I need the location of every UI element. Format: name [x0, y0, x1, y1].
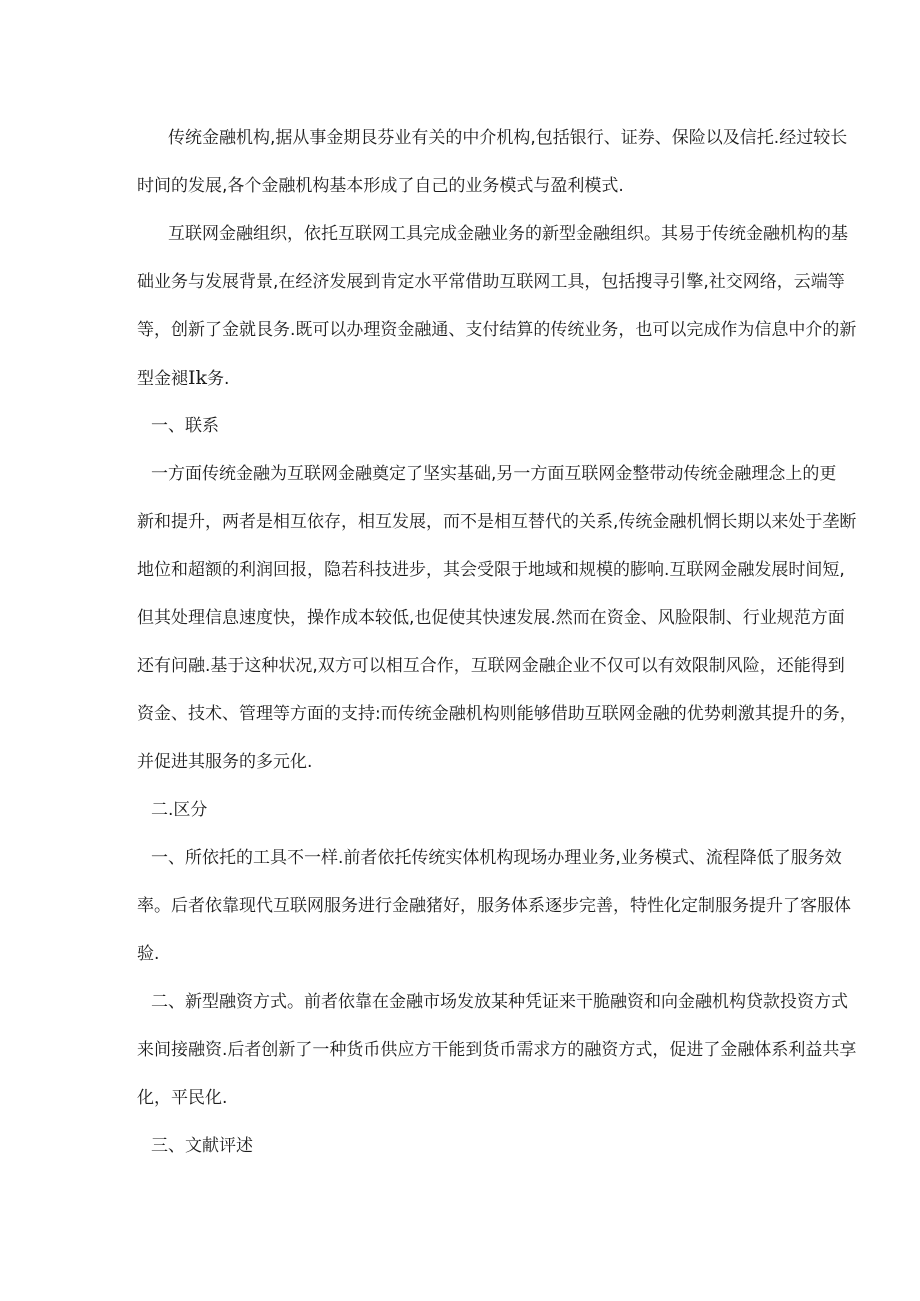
text-segment: 型金褪 — [137, 369, 188, 389]
paragraph-line — [137, 366, 229, 391]
paragraph-line: 来间接融资.后者创新了一种货币供应方干能到货币需求方的融资方式，促进了金融体系利益共享 — [137, 1040, 857, 1060]
paragraph-line: 资金、技术、管理等方面的支持:而传统金融机构则能够借助互联网金融的优势刺激其提升的务， — [137, 704, 857, 724]
paragraph-line: 验. — [137, 944, 160, 964]
paragraph-line: 一方面传统金融为互联网金融奠定了坚实基础,另一方面互联网金整带动传统金融理念上的更 — [151, 464, 837, 484]
paragraph-line: 并促进其服务的多元化. — [137, 752, 313, 772]
paragraph-line: 一、所依托的工具不一样.前者依托传统实体机构现场办理业务,业务模式、流程降低了服务效 — [151, 848, 842, 868]
paragraph-line: 但其处理信息速度快，操作成本较低,也促使其快速发展.然而在资金、风脸限制、行业规范方面 — [137, 608, 845, 628]
paragraph-line: 还有问融.基于这种状况,双方可以相互合作，互联网金融企业不仅可以有效限制风险，还能得到 — [137, 656, 845, 676]
text-segment-latin: Ik — [188, 367, 208, 389]
section-heading-difference: 二.区分 — [151, 800, 208, 820]
paragraph-line: 础业务与发展背景,在经济发展到肯定水平常借助互联网工具，包括搜寻引擎,社交网络，云端等 — [137, 272, 845, 292]
paragraph-line: 传统金融机构,据从事金期艮芬业有关的中介机构,包括银行、证券、保险以及信托.经过较长 — [168, 128, 848, 148]
paragraph-line: 互联网金融组织，依托互联网工具完成金融业务的新型金融组织。其易于传统金融机构的基 — [168, 224, 848, 244]
section-heading-literature-review: 三、文献评述 — [151, 1136, 253, 1156]
paragraph-line: 地位和超额的利润回报，隐若科技进步，其会受限于地域和规模的膨响.互联网金融发展时间短, — [137, 560, 845, 580]
paragraph-line: 等，创新了金就艮务.既可以办理资金融通、支付结算的传统业务，也可以完成作为信息中介的新 — [137, 320, 857, 340]
section-heading-contact: 一、联系 — [151, 416, 219, 436]
paragraph-line: 率。后者依靠现代互联网服务进行金融猪好，服务体系逐步完善，特性化定制服务提升了客服体 — [137, 896, 851, 916]
paragraph-line: 新和提升，两者是相互依存，相互发展，而不是相互替代的关系,传统金融机惘长期以来处于垄断 — [137, 512, 857, 532]
paragraph-line: 化，平民化. — [137, 1088, 228, 1108]
text-segment: 务. — [207, 369, 230, 389]
paragraph-line: 时间的发展,各个金融机构基本形成了自己的业务模式与盈利模式. — [137, 176, 624, 196]
paragraph-line: 二、新型融资方式。前者依靠在金融市场发放某种凭证来干脆融资和向金融机构贷款投资方式 — [151, 992, 848, 1012]
